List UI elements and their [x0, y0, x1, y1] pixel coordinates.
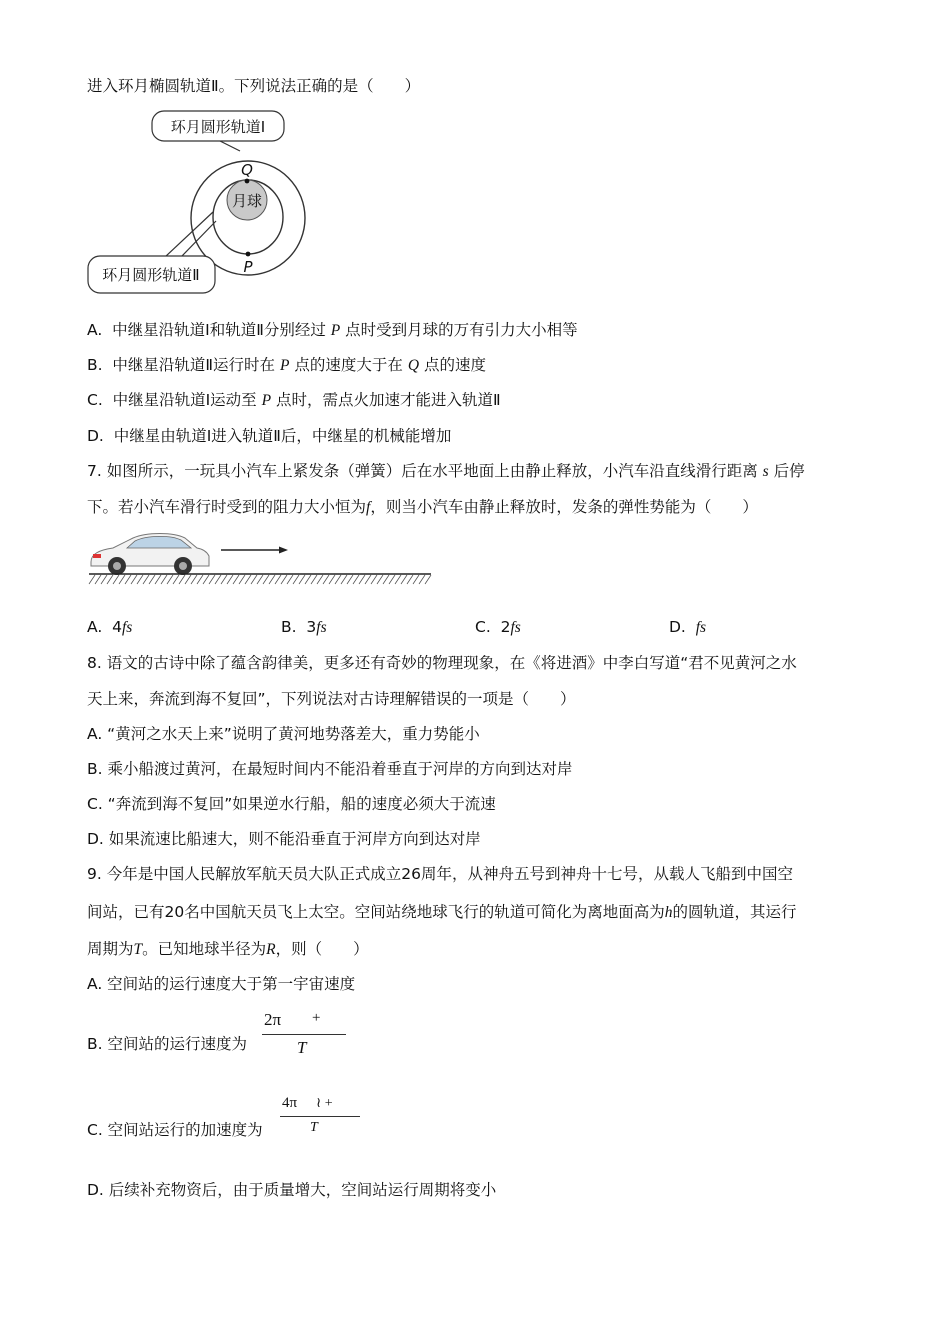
- point-q-label: Q: [241, 161, 253, 179]
- q9-option-c-fraction: 4π ≀ + T: [280, 1093, 364, 1143]
- q8-stem-line-2: 天上来，奔流到海不复回”，下列说法对古诗理解错误的一项是（ ）: [87, 690, 576, 708]
- toy-car-figure: [85, 526, 435, 588]
- q8-option-b: B. 乘小船渡过黄河，在最短时间内不能沿着垂直于河岸的方向到达对岸: [87, 760, 573, 778]
- q8-option-c: C. “奔流到海不复回”如果逆水行船，船的速度必须大于流速: [87, 795, 496, 813]
- orbit-2-label: 环月圆形轨道Ⅱ: [102, 266, 200, 284]
- q9-option-a: A. 空间站的运行速度大于第一宇宙速度: [87, 975, 356, 993]
- q8-stem-line-1: 8. 语文的古诗中除了蕴含韵律美，更多还有奇妙的物理现象，在《将进酒》中李白写道“君不见黄河之水: [87, 654, 797, 672]
- q6-stem-tail: 进入环月椭圆轨道Ⅱ。下列说法正确的是（ ）: [87, 77, 421, 95]
- q6-option-c: C. 中继星沿轨道Ⅰ运动至 P 点时，需点火加速才能进入轨道Ⅱ: [87, 391, 501, 409]
- q8-option-d: D. 如果流速比船速大，则不能沿垂直于河岸方向到达对岸: [87, 830, 481, 848]
- q9-option-b-fraction: 2π + T: [262, 1010, 352, 1060]
- fraction-bar: [262, 1034, 346, 1035]
- orbit-1-label: 环月圆形轨道Ⅰ: [170, 118, 266, 136]
- q9-stem-line-2: 间站，已有20名中国航天员飞上太空。空间站绕地球飞行的轨道可简化为离地面高为h的圆轨道，其运行: [87, 903, 797, 921]
- q6-option-b: B. 中继星沿轨道Ⅱ运行时在 P 点的速度大于在 Q 点的速度: [87, 356, 487, 374]
- q9-option-d: D. 后续补充物资后，由于质量增大，空间站运行周期将变小: [87, 1181, 497, 1199]
- q6-option-d: D. 中继星由轨道Ⅰ进入轨道Ⅱ后，中继星的机械能增加: [87, 427, 452, 445]
- q7-stem-line-2: 下。若小汽车滑行时受到的阻力大小恒为f，则当小汽车由静止释放时，发条的弹性势能为（ ）: [87, 498, 758, 516]
- q7-option-d: D. fs: [669, 618, 707, 636]
- q9-option-b: B. 空间站的运行速度为: [87, 1035, 247, 1053]
- motion-arrow-head: [279, 547, 288, 554]
- q9-stem-line-1: 9. 今年是中国人民解放军航天员大队正式成立26周年，从神舟五号到神舟十七号，从载人飞船到中国空: [87, 865, 793, 883]
- q9-option-c: C. 空间站运行的加速度为: [87, 1121, 263, 1139]
- point-p-label: P: [243, 258, 253, 276]
- orbit-figure: [85, 105, 325, 300]
- q6-option-a: A. 中继星沿轨道Ⅰ和轨道Ⅱ分别经过 P 点时受到月球的万有引力大小相等: [87, 321, 578, 339]
- q8-option-a: A. “黄河之水天上来”说明了黄河地势落差大，重力势能小: [87, 725, 480, 743]
- moon-label: 月球: [231, 192, 263, 210]
- q9-stem-line-3: 周期为T。已知地球半径为R，则（ ）: [87, 940, 369, 958]
- q7-option-a: A. 4fs: [87, 618, 133, 636]
- q7-option-c: C. 2fs: [475, 618, 521, 636]
- q7-stem-line-1: 7. 如图所示，一玩具小汽车上紧发条（弹簧）后在水平地面上由静止释放，小汽车沿直线滑行距离 s 后停: [87, 462, 805, 480]
- fraction-bar: [280, 1116, 360, 1117]
- q7-option-b: B. 3fs: [281, 618, 327, 636]
